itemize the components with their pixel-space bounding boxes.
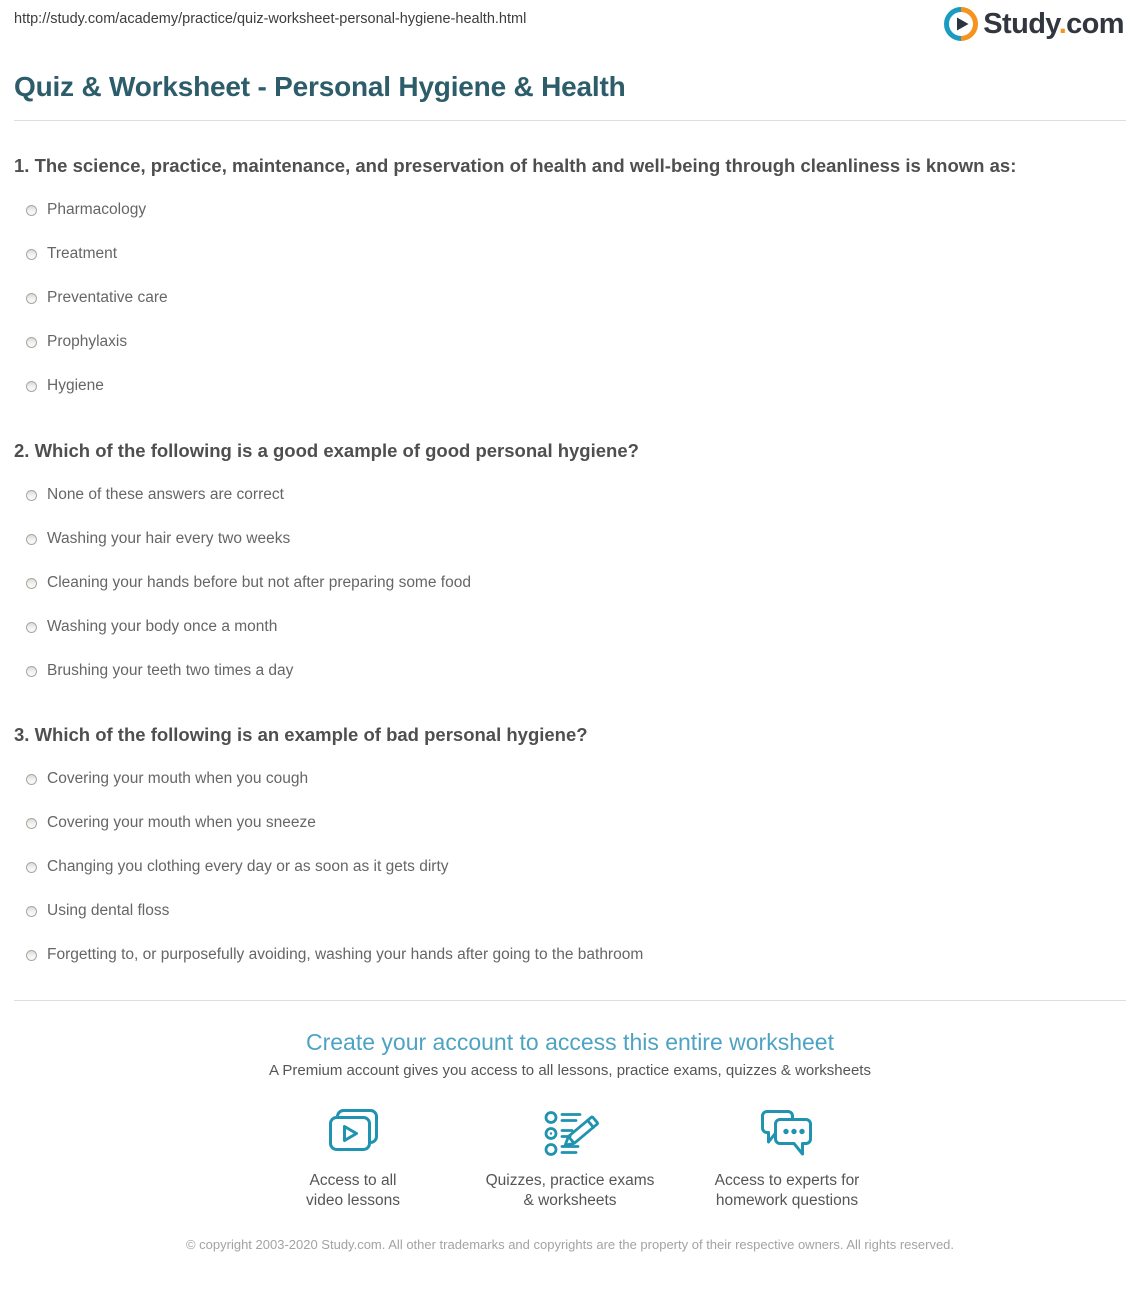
cta-subheading: A Premium account gives you access to all lessons, practice exams, quizzes & worksheets <box>269 1062 871 1079</box>
option-label: Cleaning your hands before but not after preparing some food <box>47 574 471 591</box>
feature-video-lessons <box>245 1106 462 1211</box>
option-label: Preventative care <box>47 289 168 306</box>
question-block-2 <box>14 437 1126 693</box>
question-block-3 <box>14 721 1126 977</box>
radio-button[interactable] <box>26 205 37 216</box>
question-block-1 <box>14 152 1126 408</box>
cta-heading: Create your account to access this entire worksheet <box>306 1029 834 1055</box>
option-row[interactable] <box>14 276 1126 320</box>
radio-button[interactable] <box>26 578 37 589</box>
option-row[interactable] <box>14 757 1126 801</box>
section-divider <box>14 1000 1126 1001</box>
option-label: Prophylaxis <box>47 333 128 350</box>
option-label: Washing your hair every two weeks <box>47 530 291 547</box>
studycom-play-icon <box>944 7 978 41</box>
radio-button[interactable] <box>26 774 37 785</box>
radio-button[interactable] <box>26 337 37 348</box>
radio-button[interactable] <box>26 490 37 501</box>
option-label: Using dental floss <box>47 902 170 919</box>
radio-button[interactable] <box>26 534 37 545</box>
option-row[interactable] <box>14 473 1126 517</box>
option-label: Forgetting to, or purposefully avoiding, washing your hands after going to the bathroom <box>47 946 644 963</box>
question-heading: 2. Which of the following is a good example of good personal hygiene? <box>14 440 639 461</box>
chat-experts-icon <box>757 1106 817 1162</box>
feature-label: Access to experts for homework questions <box>714 1172 860 1209</box>
feature-label: Quizzes, practice exams & worksheets <box>485 1172 655 1209</box>
feature-label: Access to all video lessons <box>306 1172 400 1209</box>
option-row[interactable] <box>14 933 1126 977</box>
question-heading: 1. The science, practice, maintenance, and preservation of health and well-being through cleanliness is known as: <box>14 155 1017 176</box>
radio-button[interactable] <box>26 249 37 260</box>
question-heading: 3. Which of the following is an example of bad personal hygiene? <box>14 724 588 745</box>
option-row[interactable] <box>14 517 1126 561</box>
radio-button[interactable] <box>26 293 37 304</box>
page-url: http://study.com/academy/practice/quiz-worksheet-personal-hygiene-health.html <box>14 11 527 27</box>
option-label: None of these answers are correct <box>47 486 284 503</box>
option-label: Hygiene <box>47 377 104 394</box>
option-row[interactable] <box>14 845 1126 889</box>
option-row[interactable] <box>14 232 1126 276</box>
option-label: Treatment <box>47 245 118 262</box>
option-row[interactable] <box>14 320 1126 364</box>
copyright-text: © copyright 2003-2020 Study.com. All other trademarks and copyrights are the property of their respective owners. All rights reserved. <box>185 1237 955 1252</box>
option-row[interactable] <box>14 889 1126 933</box>
option-row[interactable] <box>14 605 1126 649</box>
video-lessons-icon <box>324 1106 382 1162</box>
quizzes-worksheets-icon <box>541 1106 599 1162</box>
feature-quizzes-worksheets <box>462 1106 679 1211</box>
studycom-logo[interactable] <box>944 7 1124 41</box>
radio-button[interactable] <box>26 666 37 677</box>
radio-button[interactable] <box>26 862 37 873</box>
option-label: Pharmacology <box>47 201 147 218</box>
page-title: Quiz & Worksheet - Personal Hygiene & Health <box>14 71 626 102</box>
option-row[interactable] <box>14 649 1126 693</box>
radio-button[interactable] <box>26 381 37 392</box>
feature-expert-help <box>679 1106 896 1211</box>
option-label: Changing you clothing every day or as soon as it gets dirty <box>47 858 449 875</box>
features-row <box>0 1106 1140 1211</box>
option-label: Covering your mouth when you sneeze <box>47 814 316 831</box>
option-label: Washing your body once a month <box>47 618 278 635</box>
radio-button[interactable] <box>26 950 37 961</box>
option-label: Brushing your teeth two times a day <box>47 662 294 679</box>
option-row[interactable] <box>14 801 1126 845</box>
radio-button[interactable] <box>26 906 37 917</box>
radio-button[interactable] <box>26 818 37 829</box>
title-divider <box>14 120 1126 121</box>
cta-section <box>0 1026 1140 1081</box>
option-row[interactable] <box>14 364 1126 408</box>
option-label: Covering your mouth when you cough <box>47 770 309 787</box>
option-row[interactable] <box>14 561 1126 605</box>
radio-button[interactable] <box>26 622 37 633</box>
option-row[interactable] <box>14 188 1126 232</box>
logo-wordmark: Study.com <box>983 8 1124 40</box>
